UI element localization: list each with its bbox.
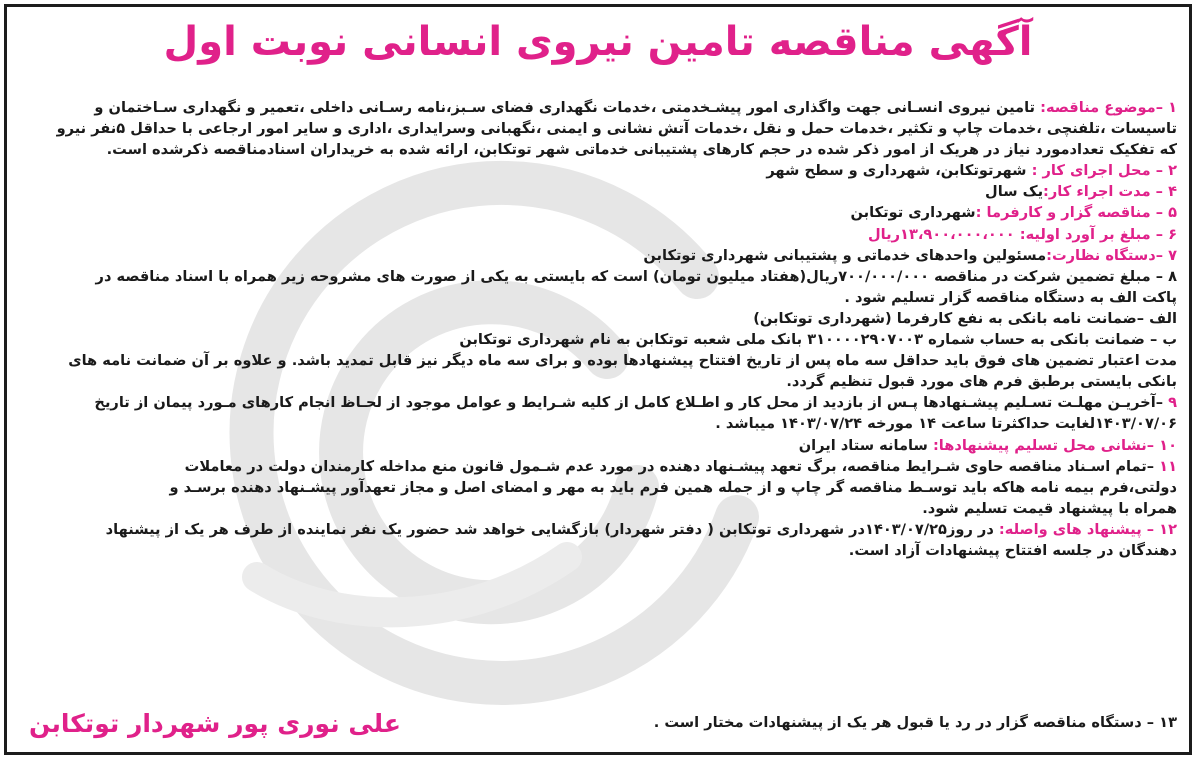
item-5: [19, 202, 1177, 223]
item-11-line-1: [19, 456, 1177, 477]
item-8-line-2: پاکت الف به دستگاه مناقصه گزار تسلیم شود .: [844, 288, 1177, 306]
item-7-text: مسئولین واحدهای خدماتی و پشتیبانی شهرداری توتکابن: [643, 246, 1047, 264]
page-title: آگهی مناقصه تامین نیروی انسانی نوبت اول: [163, 19, 1033, 65]
item-10-heading: ۱۰ –نشانی محل تسلیم پیشنهادها:: [927, 436, 1177, 454]
item-12-heading: ۱۲ – پیشنهاد های واصله:: [993, 520, 1177, 538]
item-13: ۱۳ – دستگاه مناقصه گزار در رد یا قبول هر یک از پیشنهادات مختار است .: [653, 714, 1177, 731]
item-9-line-1: [19, 392, 1177, 413]
notice-body: [19, 97, 1177, 561]
item-2-heading: ۲ – محل اجرای کار :: [1026, 162, 1177, 180]
notice-frame: [4, 4, 1192, 755]
item-10-text: سامانه ستاد ایران: [798, 436, 928, 454]
item-5-text: شهرداری توتکابن: [850, 204, 976, 222]
item-6-heading: ۶ – مبلغ بر آورد اولیه:: [1014, 225, 1177, 243]
item-5-heading: ۵ – مناقصه گزار و کارفرما :: [975, 204, 1177, 222]
item-1-line-1: [19, 97, 1177, 118]
item-1-line-3: که تفکیک تعدادمورد نیاز در هریک از امور ذکر شده در حجم کارهای پشتیبانی خدماتی شهر توتکابن، ارائه شده به خریداران اسنادمناقصه ذکرشده است.: [106, 141, 1177, 159]
item-12-text: در روز۱۴۰۳/۰۷/۲۵در شهرداری توتکابن ( دفتر شهردار) بازگشایی خواهد شد حضور یک نفر نماینده از طرف هر یک از پیشنهاد: [105, 520, 994, 538]
item-1-heading: ۱ –موضوع مناقصه:: [1035, 99, 1177, 116]
item-10: [19, 435, 1177, 456]
item-4-text: یک سال: [985, 183, 1044, 201]
item-9-heading: ۹: [1168, 394, 1177, 412]
item-12-line-2: دهندگان در جلسه افتتاح پیشنهادات آزاد است.: [848, 541, 1177, 559]
item-7: [19, 245, 1177, 266]
item-11-text: –تمام اسـناد مناقصه حاوی شـرایط مناقصه، برگ تعهد پیشـنهاد دهنده در مورد عدم شـمول قانون منع مداخله کارمندان دولت در معاملات: [184, 457, 1155, 475]
item-12-line-1: [19, 519, 1177, 540]
item-4: [19, 181, 1177, 202]
item-8-line-1: ۸ – مبلغ تضمین شرکت در مناقصه ۷۰۰/۰۰۰/۰۰۰ریال(هفتاد میلیون تومان) است که بایستی به یکی از صورت های مشروحه زیر همراه با اسناد مناقصه در: [95, 267, 1177, 285]
item-11-line-3: همراه با پیشنهاد قیمت تسلیم شود.: [922, 499, 1177, 517]
item-2: [19, 160, 1177, 181]
item-6-amount: ۱۳،۹۰۰،۰۰۰،۰۰۰ریال: [868, 225, 1015, 243]
item-11-heading: ۱۱: [1154, 457, 1177, 475]
item-6: [19, 224, 1177, 245]
item-1-text: تامین نیروی انسـانی جهت واگذاری امور پیشـخدمتی ،خدمات نگهداری فضای سـبز،نامه رسـانی داخلی ،تعمیر و نگهداری سـاختمان و: [94, 99, 1036, 116]
item-8-validity-line-1: مدت اعتبار تضمین های فوق باید حداقل سه ماه پس از تاریخ افتتاح پیشنهادها بوده و برای سه ماه دیگر نیز قابل تمدید باشد. و علاوه بر آن ضمانت نامه های: [68, 352, 1177, 370]
item-9-text: –آخریـن مهلـت تسـلیم پیشـنهادها پـس از بازدید از محل کار و اطـلاع کامل از کلیه شـرایط و عوامل موجود از لحـاظ انجام کارهای مـورد پیمان از تاریخ: [94, 394, 1169, 412]
item-1-line-2: تاسیسات ،تلفنچی ،خدمات چاپ و تکثیر ،خدمات حمل و نقل ،خدمات آتش نشانی و ایمنی ،نگهبانی وسرایداری ،اداری و سایر امور ارجاعی با حداقل ۵نفر نیرو: [56, 120, 1177, 138]
item-8-option-a: الف –ضمانت نامه بانکی به نفع کارفرما (شهرداری توتکابن): [753, 309, 1177, 327]
item-8-validity-line-2: بانکی بایستی برطبق فرم های مورد قبول تنظیم گردد.: [786, 373, 1177, 391]
item-9-line-2: ۱۴۰۳/۰۷/۰۶لغایت حداکثرتا ساعت ۱۴ مورخه ۱۴۰۳/۰۷/۲۴ میباشد .: [715, 415, 1177, 433]
watermark-swoosh: [257, 557, 567, 612]
mayor-signature: علی نوری پور شهردار توتکابن: [29, 709, 401, 738]
item-2-text: شهرتوتکابن، شهرداری و سطح شهر: [766, 162, 1027, 180]
item-7-heading: ۷ –دستگاه نظارت:: [1046, 246, 1177, 264]
item-8-option-b: ب – ضمانت بانکی به حساب شماره ۳۱۰۰۰۰۲۹۰۷۰۰۳ بانک ملی شعبه توتکابن به نام شهرداری توتکابن: [459, 331, 1177, 349]
item-11-line-2: دولتی،فرم بیمه نامه هاکه باید توسـط مناقصه گر چاپ و از جمله همین فرم باید به مهر و امضای اصل و مجاز تعهدآور پیشـنهاد دهنده برسـد و: [169, 478, 1177, 496]
item-4-heading: ۴ – مدت اجراء کار:: [1043, 183, 1177, 201]
